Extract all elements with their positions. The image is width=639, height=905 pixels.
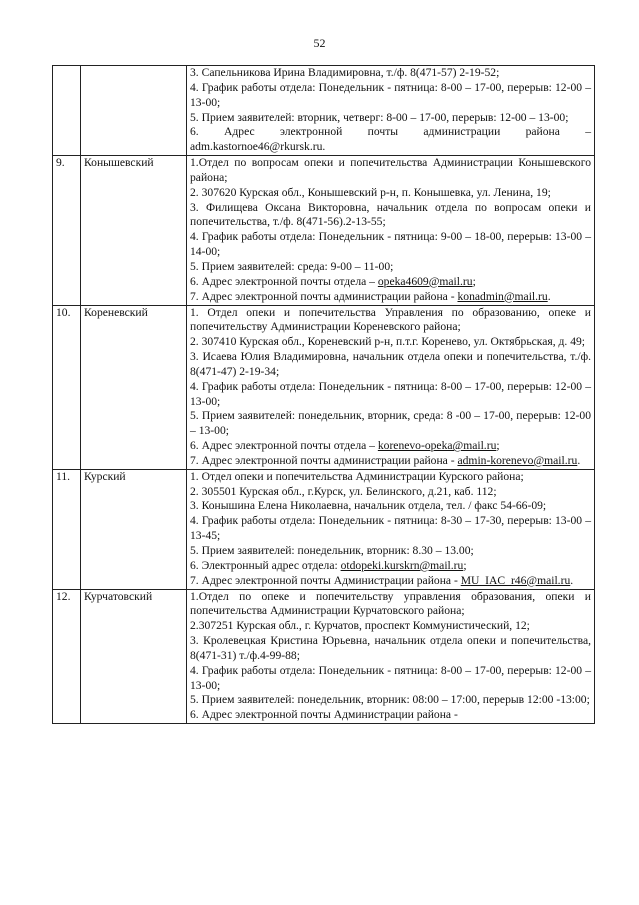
info-line: 5. Прием заявителей: понедельник, вторник, среда: 8 -00 – 17-00, перерыв: 12-00 – 13-00; [190, 409, 591, 438]
district-row [53, 589, 595, 724]
info-line: 4. График работы отдела: Понедельник - пятница: 8-00 – 17-00, перерыв: 12-00 – 13-00; [190, 663, 591, 692]
info-line: 5. Прием заявителей: понедельник, вторник: 8.30 – 13.00; [190, 544, 474, 557]
info-line: 7. Адрес электронной почты администрации района - konadmin@mail.ru. [190, 289, 551, 303]
district-row [53, 305, 595, 469]
districts-table [52, 65, 595, 724]
info-line: 6. Электронный адрес отдела: otdopeki.kurskrn@mail.ru; [190, 558, 467, 572]
info-line: 5. Прием заявителей: вторник, четверг: 8-00 – 17-00, перерыв: 12-00 – 13-00; [190, 110, 569, 124]
info-line: 6. Адрес электронной почты Администрации района - [190, 708, 458, 722]
district-name: Конышевский [81, 156, 187, 305]
info-line: 1. Отдел опеки и попечительства Управления по образованию, опеке и попечительству Администрации Кореневского района; [190, 305, 591, 334]
info-line: 6. Адрес электронной почты отдела – korenevo-opeka@mail.ru; [190, 439, 500, 453]
district-name: Курский [81, 469, 187, 589]
info-line: 5. Прием заявителей: понедельник, вторник: 08:00 – 17:00, перерыв 12:00 -13:00; [190, 693, 590, 707]
row-number [53, 66, 81, 156]
info-line: 4. График работы отдела: Понедельник - пятница: 8-00 – 17-00, перерыв: 12-00 – 13-00; [190, 379, 591, 408]
info-line: 3. Исаева Юлия Владимировна, начальник отдела опеки и попечительства, т./ф. 8(471-47) 2-19-34; [190, 350, 591, 378]
info-line: 4. График работы отдела: Понедельник - пятница: 8-00 – 17-00, перерыв: 12-00 – 13-00; [190, 80, 591, 109]
district-name [81, 66, 187, 156]
district-row [53, 469, 595, 589]
info-line: 6. Адрес электронной почты администрации района – adm.kastornoe46@rkursk.ru. [190, 125, 591, 154]
info-line: 7. Адрес электронной почты Администрации района - MU_IAC_r46@mail.ru. [190, 573, 574, 587]
district-info [187, 66, 595, 156]
info-line: 6. Адрес электронной почты отдела – opeka4609@mail.ru; [190, 274, 476, 288]
district-info [187, 305, 595, 469]
info-line: 2. 305501 Курская обл., г.Курск, ул. Белинского, д.21, каб. 112; [190, 484, 497, 498]
district-name: Курчатовский [81, 589, 187, 724]
info-line: 1.Отдел по вопросам опеки и попечительства Администрации Конышевского района; [190, 156, 591, 184]
district-info [187, 589, 595, 724]
row-number: 11. [53, 469, 81, 589]
info-line: 1. Отдел опеки и попечительства Администрации Курского района; [190, 469, 524, 483]
info-line: 1.Отдел по опеке и попечительству управления образования, опеки и попечительства Администрации Курчатовского района; [190, 589, 591, 618]
info-line: 4. График работы отдела: Понедельник - пятница: 8-30 – 17-30, перерыв: 13-00 – 13-45; [190, 514, 591, 543]
info-line: 2.307251 Курская обл., г. Курчатов, проспект Коммунистический, 12; [190, 619, 530, 633]
row-number: 9. [53, 156, 81, 305]
district-row [53, 66, 595, 156]
info-line: 3. Сапельникова Ирина Владимировна, т./ф. 8(471-57) 2-19-52; [190, 66, 500, 79]
row-number: 10. [53, 305, 81, 469]
district-info [187, 469, 595, 589]
district-row [53, 156, 595, 305]
row-number: 12. [53, 589, 81, 724]
info-line: 4. График работы отдела: Понедельник - пятница: 9-00 – 18-00, перерыв: 13-00 – 14-00; [190, 230, 591, 259]
info-line: 3. Кролевецкая Кристина Юрьевна, начальник отдела опеки и попечительства, 8(471-31) т./ф.4-99-88; [190, 634, 591, 662]
district-name: Кореневский [81, 305, 187, 469]
info-line: 2. 307410 Курская обл., Кореневский р-н, п.т.г. Коренево, ул. Октябрьская, д. 49; [190, 335, 586, 349]
info-line: 2. 307620 Курская обл., Конышевский р-н, п. Конышевка, ул. Ленина, 19; [190, 185, 551, 199]
district-info [187, 156, 595, 305]
page-number: 52 [313, 36, 326, 50]
info-line: 5. Прием заявителей: среда: 9-00 – 11-00; [190, 259, 394, 273]
info-line: 3. Филищева Оксана Викторовна, начальник отдела по вопросам опеки и попечительства, т./ф. 8(471-56).2-13-55; [190, 200, 591, 229]
info-line: 3. Конышина Елена Николаевна, начальник отдела, тел. / факс 54-66-09; [190, 499, 547, 513]
info-line: 7. Адрес электронной почты администрации района - admin-korenevo@mail.ru. [190, 453, 581, 467]
